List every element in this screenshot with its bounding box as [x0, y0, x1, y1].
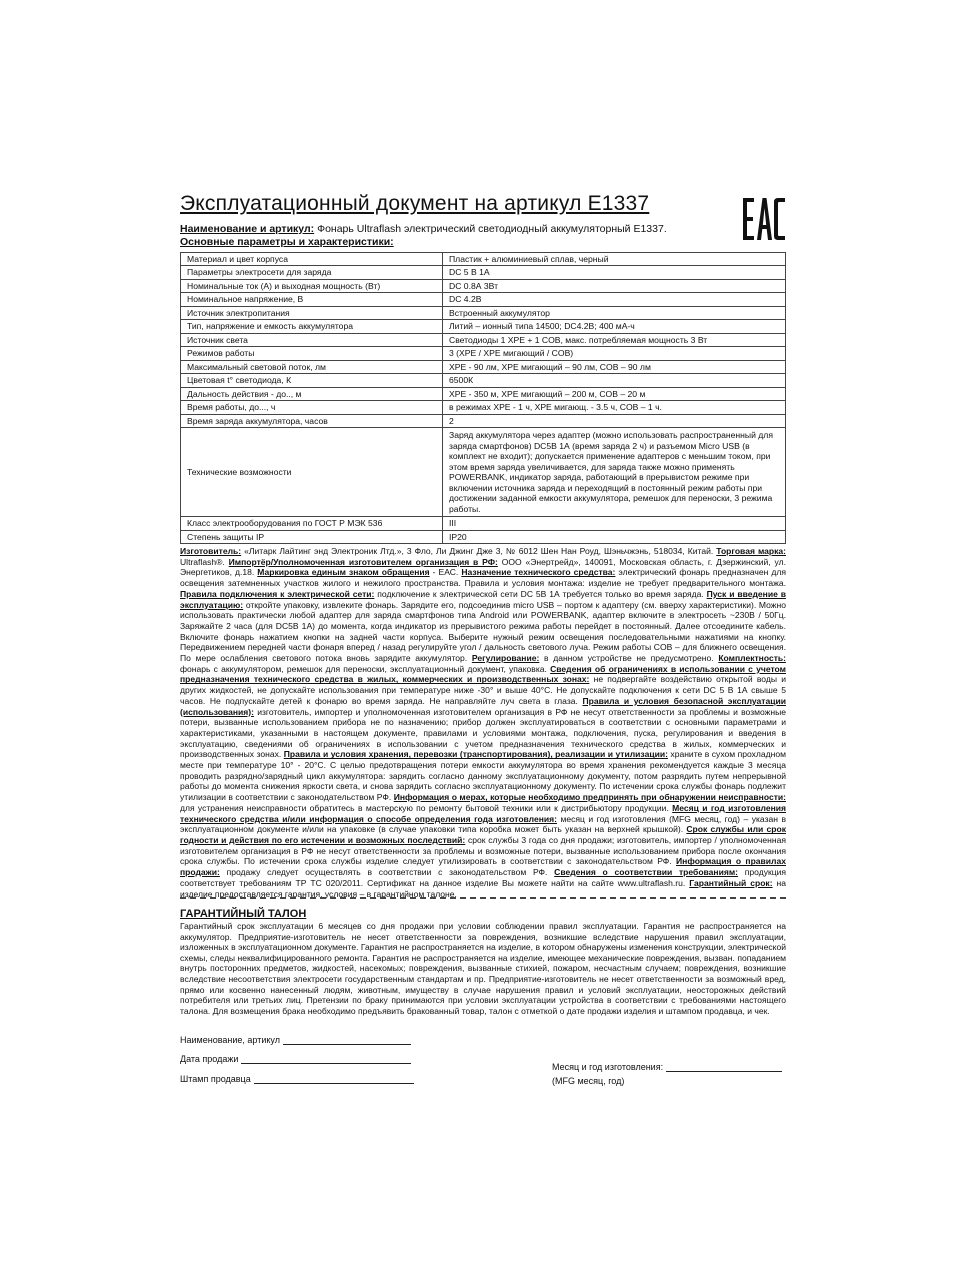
section-heading: Сведения об ограничениях в использовании с учетом предназначения технического средства в жилых, коммерческих и производственных зонах:: [180, 663, 786, 685]
section-text: подключение к электрической сети DC 5В 1А требуется только во время заряда.: [374, 588, 707, 599]
section-heading: Назначение технического средства:: [461, 567, 616, 578]
spec-key: Режимов работы: [181, 347, 443, 360]
section-heading: Информация о мерах, которые необходимо предпринять при обнаружении неисправности:: [393, 792, 786, 803]
spec-key: Степень защиты IP: [181, 530, 443, 543]
spec-row: [181, 320, 786, 333]
spec-row: [181, 347, 786, 360]
section-heading: Импортёр/Уполномоченная изготовителем организация в РФ:: [228, 556, 498, 567]
spec-row: [181, 401, 786, 414]
field-sale-date: [180, 1054, 411, 1064]
section-text: «Литарк Лайтинг энд Электроник Лтд.», 3 Фло, Ли Джинг Дже 3, № 6012 Шен Нан Роуд, Шэньчжэнь, 518034, Китай.: [241, 546, 717, 556]
section-heading: Правила подключения к электрической сети:: [180, 588, 375, 599]
spec-value: DC 4.2В: [443, 293, 786, 306]
section-text: Ultraflash®.: [180, 556, 229, 567]
spec-key: Время работы, до..., ч: [181, 401, 443, 414]
spec-value: Светодиоды 1 XPE + 1 COB, макс. потребляемая мощность 3 Вт: [443, 333, 786, 346]
section-heading: Месяц и год изготовления технического средства и/или информация о способе определения года изготовления:: [180, 802, 786, 824]
spec-key: Номинальное напряжение, В: [181, 293, 443, 306]
section-heading: Срок службы или срок годности и действия по его истечении и возможных последствий:: [180, 824, 786, 845]
spec-value: XPE - 90 лм, XPE мигающий – 90 лм, COB – 90 лм: [443, 360, 786, 373]
spec-row: [181, 293, 786, 306]
spec-row: [181, 428, 786, 517]
spec-row: [181, 279, 786, 292]
spec-value: 3 (XPE / XPE мигающий / COB): [443, 347, 786, 360]
section-heading: Правила и условия хранения, перевозки (транспортирования), реализации и утилизации:: [283, 749, 668, 760]
section-text: на изделие предоставляется гарантия, условия – в гарантийном талоне.: [180, 877, 787, 899]
field-mfg-label: Месяц и год изготовления:: [552, 1062, 664, 1072]
section-text: изготовитель, импортер и уполномоченная изготовителем организация в РФ не несут ответственности за проблемы и возможные потери, вызванные использованием прибора не по назначению; прибор должен эксплуатироваться в соответствии с основными параметрами и характеристиками, указанными в настоящем документе, правилами и условиями монтажа, подключения, пуска, регулирования и введения в эксплуатацию, сведениями об ограничениях в использовании с учетом предназначения технического средства в жилых, коммерческих и производственных зонах.: [180, 706, 786, 760]
section-heading: Маркировка единым знаком обращения: [257, 567, 430, 578]
section-heading: Комплектность:: [718, 653, 786, 664]
product-name-value: Фонарь Ultraflash электрический светодиодный аккумуляторный Е1337.: [314, 223, 667, 235]
section-text: не подвергайте воздействию открытой воды и других жидкостей, не допускайте использования при температуре ниже -30° и выше 40°С. Не допускайте подключения к сети DC 5 В 1А свыше 5 часов. Не подпускайте детей к фонарю во время заряда. Не направляйте луч света в глаза.: [180, 674, 786, 706]
spec-key: Технические возможности: [181, 428, 443, 517]
spec-key: Источник электропитания: [181, 306, 443, 319]
section-text: фонарь с аккумулятором, ремешок для переноски, эксплуатационный документ, упаковка.: [180, 663, 551, 674]
field-name-line: [283, 1035, 411, 1045]
field-stamp-label: Штамп продавца: [180, 1074, 251, 1084]
section-heading: Торговая марка:: [716, 546, 786, 556]
section-text: храните в сухом прохладном месте при температуре 10° - 20°С. С целью предотвращения потери емкости аккумулятора во время хранения рекомендуется каждые 3 месяца проводить разрядно/зарядный цикл аккумулятора: зарядить согласно данному эксплуатационному документу, потом разрядить путем непрерывной работы до момента снижения яркости света, и снова зарядить согласно эксплуатационному документу. По истечении срока службы фонарь подлежит утилизации в соответствии с законодательством РФ.: [180, 749, 786, 803]
spec-row: [181, 387, 786, 400]
spec-key: Материал и цвет корпуса: [181, 253, 443, 266]
spec-key: Дальность действия - до.., м: [181, 387, 443, 400]
spec-row: [181, 306, 786, 319]
field-name-label: Наименование, артикул: [180, 1035, 280, 1045]
section-text: срок службы 3 года со дня продажи; изготовитель, импортер / уполномоченная изготовителем организация в РФ не несут ответственности за проблемы и возможные потери, вызванные использованием прибора после окончания срока службы. По истечении срока службы изделие следует утилизировать в соответствии с законодательством РФ.: [180, 834, 786, 867]
spec-value: Заряд аккумулятора через адаптер (можно использовать распространенный для заряда смартфонов) DC5В 1А (время заряда 2 ч) и разъемом Micro USB (в комплект не входит); допускается применение адаптеров с меньшим током, при этом время заряда увеличивается, для заряда также можно применять POWERBANK, индикатор заряда, работающий в прерывистом режиме при включении источника заряда и переходящий в постоянный режим работы при достижении заданной емкости аккумулятора, ремешок для переноски, 3 режима работы.: [443, 428, 786, 517]
cut-line: [180, 897, 786, 899]
spec-key: Номинальные ток (А) и выходная мощность (Вт): [181, 279, 443, 292]
document-title: Эксплуатационный документ на артикул Е1337: [180, 192, 650, 215]
field-name-article: [180, 1035, 411, 1045]
spec-value: DC 0.8А 3Вт: [443, 279, 786, 292]
spec-value: Литий – ионный типа 14500; DC4.2В; 400 мА-ч: [443, 320, 786, 333]
product-name-label: Наименование и артикул:: [180, 223, 315, 235]
field-date-line: [241, 1054, 411, 1064]
spec-key: Максимальный световой поток, лм: [181, 360, 443, 373]
field-seller-stamp: [180, 1074, 414, 1084]
section-heading: Правила и условия безопасной эксплуатации (использования):: [180, 695, 786, 717]
spec-key: Цветовая t° светодиода, К: [181, 374, 443, 387]
spec-key: Время заряда аккумулятора, часов: [181, 414, 443, 427]
spec-value: Встроенный аккумулятор: [443, 306, 786, 319]
section-heading: Сведения о соответствии требованиям:: [554, 867, 739, 878]
field-mfg-note: (MFG месяц, год): [552, 1076, 625, 1086]
spec-value: 6500К: [443, 374, 786, 387]
field-stamp-line: [254, 1074, 414, 1084]
section-text: продажу следует осуществлять в соответствии с законодательством РФ.: [219, 867, 555, 878]
spec-key: Класс электрооборудования по ГОСТ Р МЭК 536: [181, 517, 443, 530]
spec-row: [181, 517, 786, 530]
spec-value: IP20: [443, 530, 786, 543]
spec-value: Пластик + алюминиевый сплав, черный: [443, 253, 786, 266]
field-mfg-date: [552, 1062, 782, 1072]
section-text: месяц и год изготовления (MFG месяц, год) – указан в эксплуатационном документе и/или на упаковке (в случае упаковки типа коробка может быть указан на верхней крышкой).: [180, 813, 786, 835]
spec-key: Параметры электросети для заряда: [181, 266, 443, 279]
section-heading: Пуск и введение в эксплуатацию:: [180, 588, 786, 610]
spec-row: [181, 530, 786, 543]
spec-row: [181, 253, 786, 266]
spec-row: [181, 360, 786, 373]
eac-mark-icon: [742, 196, 786, 242]
params-heading: Основные параметры и характеристики:: [180, 236, 394, 248]
spec-row: [181, 374, 786, 387]
main-text: [180, 546, 786, 899]
section-text: ООО «Энертрейд», 140091, Московская область, г. Дзержинский, ул. Энергетиков, д.18.: [180, 556, 786, 578]
guarantee-title: ГАРАНТИЙНЫЙ ТАЛОН: [180, 908, 307, 920]
guarantee-text: Гарантийный срок эксплуатации 6 месяцев со дня продажи при условии соблюдении правил эксплуатации. Гарантия не распространяется на аккумулятор. Предприятие-изготовитель не несет ответственности за повреждения, возникшие вследствие нарушения правил эксплуатации, изложенных в эксплуатационном документе. Гарантия не распространяется на изделие, в котором обнаружены изменения конструкции, электрической схемы, следы неквалифицированного ремонта. Гарантия не распространяется на изделие, имеющее механические повреждения, вызван. попаданием внутрь посторонних предметов, жидкостей, насекомых; повреждения, вызванные стихией, пожаром, несчастным случаем; повреждения, возникшие вследствие несоответствия электросети государственным стандартам и пр. Предприятие-изготовитель не несет ответственности за возможный вред, прямо или косвенно нанесенный людям, животным, имуществу в случае нарушения правил и условий эксплуатации, неосторожных действий потребителя или третьих лиц. Претензии по браку принимаются при условии эксплуатации устройства в соответствии с требованиями настоящего талона. Для возмещения брака необходимо предъявить бракованный товар, талон с отметкой о дате продажи изделия и штампом продавца, и чек.: [180, 921, 786, 1016]
product-name-line: [180, 223, 740, 235]
spec-row: [181, 266, 786, 279]
section-heading: Регулирование:: [471, 653, 540, 664]
section-text: в данном устройстве не предусмотрено.: [539, 653, 719, 664]
field-mfg-line: [666, 1062, 782, 1072]
spec-value: XPE - 350 м, XPE мигающий – 200 м, COB – 20 м: [443, 387, 786, 400]
spec-row: [181, 414, 786, 427]
section-text: откройте упаковку, извлеките фонарь. Зарядите его, подсоединив micro USB – портом к адаптеру (см. вверху характеристики). Можно использовать практически любой адаптер для заряда смартфонов типа Android или POWERBANK, адаптер включите в электросеть ~230В / 50Гц. Заряжайте 2 часа (для DC5В 1А) до момента, когда индикатор из прерывистого режима работы перейдет в постоянный. Далее отсоедините кабель. Включите фонарь нажатием кнопки на задней части корпуса. Выберите нужный режим освещения последовательными нажатиями на кнопку. Передвижением передней части фонаря вперед / назад регулируйте угол / дальность светового луча. Режим работы COB – для ближнего освещения. По мере ослабления светового потока вновь зарядите аккумулятор.: [180, 599, 786, 664]
section-text: - ЕАС.: [429, 567, 462, 578]
section-text: электрический фонарь предназначен для освещения затемненных участков жилого и нежилого пространства. Правила и условия монтажа: изделие не требует предварительного монтажа.: [180, 567, 786, 589]
field-date-label: Дата продажи: [180, 1054, 239, 1064]
section-heading: Гарантийный срок:: [689, 877, 773, 888]
section-heading: Информация о правилах продажи:: [180, 856, 786, 878]
section-heading: Изготовитель:: [180, 546, 242, 556]
spec-key: Тип, напряжение и емкость аккумулятора: [181, 320, 443, 333]
section-text: для устранения неисправности обратитесь в мастерскую по ремонту бытовой техники или к дистрибьютору продукции.: [180, 802, 673, 813]
spec-value: 2: [443, 414, 786, 427]
spec-value: в режимах XPE - 1 ч, XPE мигающ. - 3.5 ч, COB – 1 ч.: [443, 401, 786, 414]
specs-table: [180, 252, 786, 544]
spec-row: [181, 333, 786, 346]
spec-value: DC 5 В 1А: [443, 266, 786, 279]
spec-key: Источник света: [181, 333, 443, 346]
section-text: продукция соответствует требованиям ТР ТС 020/2011. Сертификат на данное изделие Вы можете найти на сайте www.ultraflash.ru.: [180, 867, 787, 888]
spec-value: III: [443, 517, 786, 530]
